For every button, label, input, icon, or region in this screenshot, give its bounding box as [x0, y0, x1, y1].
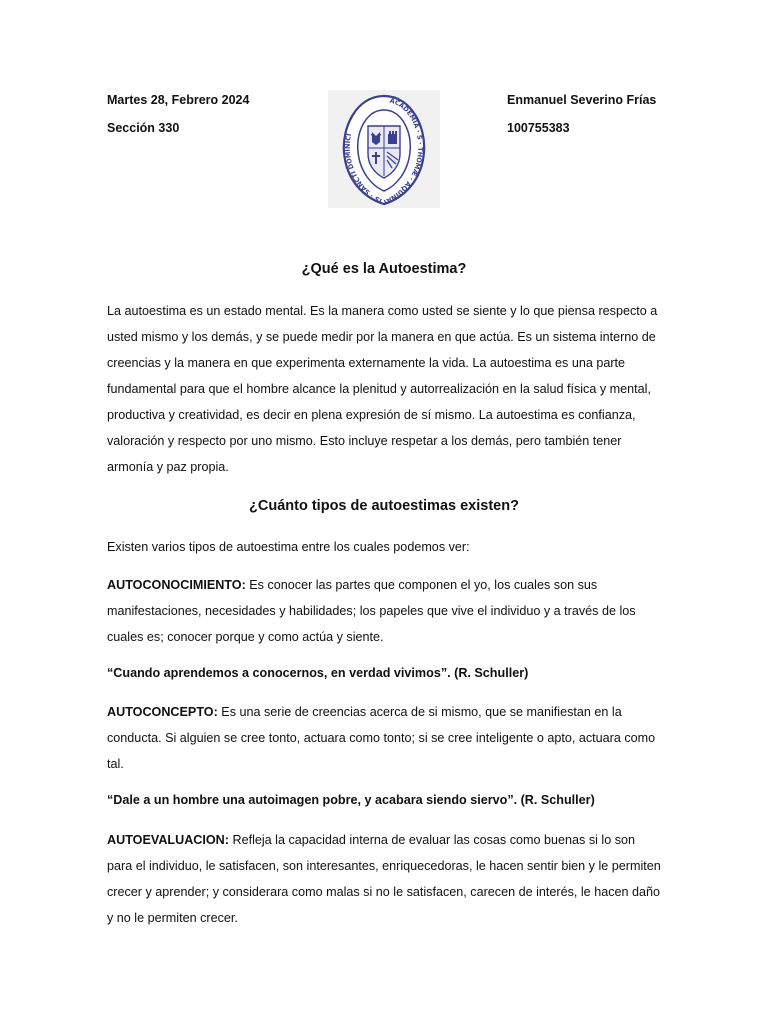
paragraph-autoconcepto	[107, 699, 663, 777]
university-seal-icon	[328, 90, 440, 208]
section-title-tipos: ¿Cuánto tipos de autoestimas existen?	[249, 498, 519, 514]
paragraph-autoconocimiento	[107, 572, 663, 650]
term-autoevaluacion: AUTOEVALUACION:	[107, 833, 229, 847]
header-student-id: 100755383	[507, 121, 570, 135]
quote-autoconcepto: “Dale a un hombre una autoimagen pobre, y acabara siendo siervo”. (R. Schuller)	[107, 793, 595, 807]
header-author: Enmanuel Severino Frías	[507, 93, 657, 107]
paragraph-intro: Existen varios tipos de autoestima entre los cuales podemos ver:	[107, 540, 470, 554]
paragraph-autoestima-definition: La autoestima es un estado mental. Es la manera como usted se siente y lo que piensa respecto a usted mismo y los demás, y se puede medir por la manera en que actúa. Es un sistema interno de creencias y la manera en que experimenta externamente la vida. La autoestima es una parte fundamental para que el hombre alcance la plenitud y autorrealización en la salud física y mental, productiva y creatividad, es decir en plena expresión de sí mismo. La autoestima es confianza, valoración y respecto por uno mismo. Esto incluye respetar a los demás, pero también tener armonía y paz propia.	[107, 304, 658, 474]
university-logo	[328, 90, 440, 208]
header-section: Sección 330	[107, 121, 180, 135]
paragraph-autoevaluacion	[107, 827, 663, 931]
text-autoevaluacion: Refleja la capacidad interna de evaluar las cosas como buenas si lo son para el individuo, le satisfacen, son interesantes, enriquecedoras, le hacen sentir bien y le permiten crecer y aprender; y considerara como malas si no le satisfacen, carecen de interés, le hacen daño y no le permiten crecer.	[107, 833, 661, 925]
term-autoconocimiento: AUTOCONOCIMIENTO:	[107, 578, 246, 592]
seal-text: ACADEMIA · S · THOMÆ · AQUINATIS · SANCTI DOMINICI	[343, 96, 425, 207]
text-autoconcepto: Es una serie de creencias acerca de si mismo, que se manifiestan en la conducta. Si alguien se cree tonto, actuara como tonto; si se cree inteligente o apto, actuara como tal.	[107, 705, 656, 771]
quote-autoconocimiento: “Cuando aprendemos a conocernos, en verdad vivimos”. (R. Schuller)	[107, 666, 529, 680]
text-autoconocimiento: Es conocer las partes que componen el yo, los cuales son sus manifestaciones, necesidades y habilidades; los papeles que vive el individuo y a través de los cuales es; conocer porque y como actúa y siente.	[107, 578, 636, 644]
term-autoconcepto: AUTOCONCEPTO:	[107, 705, 218, 719]
header-date: Martes 28, Febrero 2024	[107, 93, 250, 107]
section-title-autoestima: ¿Qué es la Autoestima?	[301, 261, 467, 277]
